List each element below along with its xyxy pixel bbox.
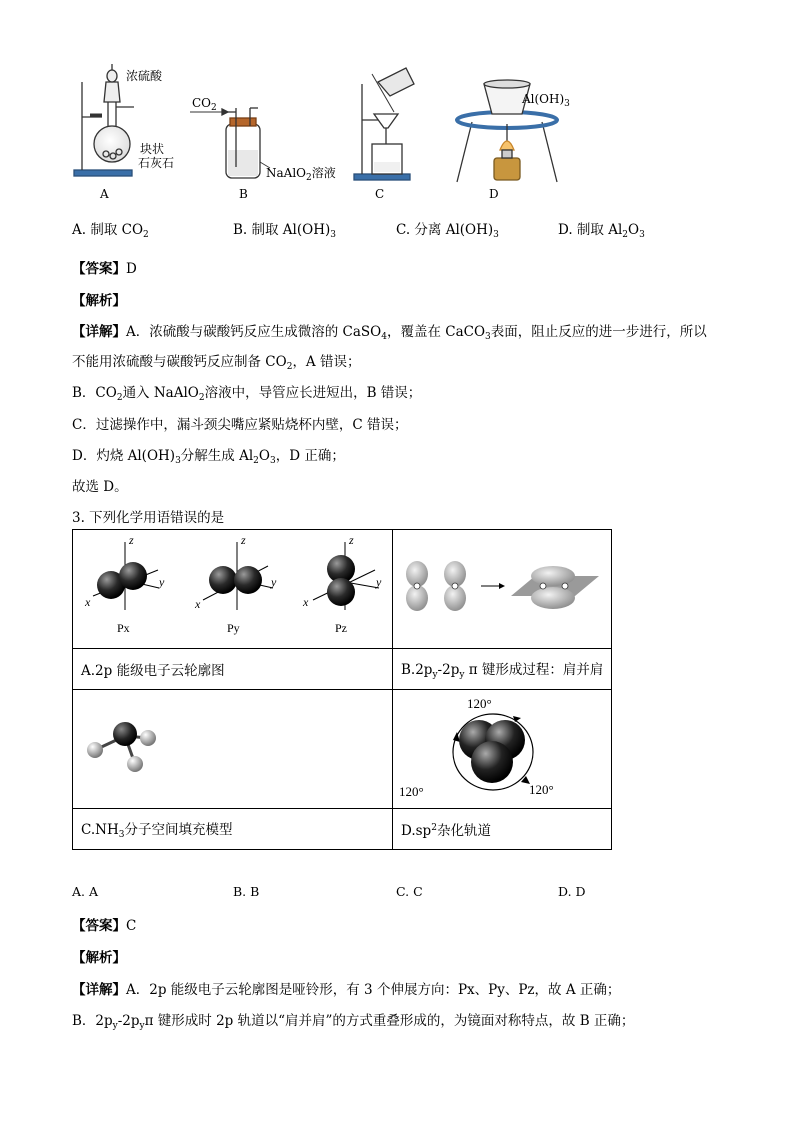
fig-c-letter: C bbox=[375, 187, 385, 201]
angle-left: 120° bbox=[399, 784, 424, 799]
fig-b-solution-label: NaAlO$_2$溶液 bbox=[266, 166, 336, 183]
detail-1-line-4: C．过滤操作中，漏斗颈尖嘴应紧贴烧杯内壁，C 错误； bbox=[72, 417, 408, 433]
figure-a-apparatus bbox=[74, 64, 134, 176]
detail-1-line-2: 不能用浓硫酸与碳酸钙反应制备 $CO_2$，A 错误； bbox=[72, 354, 361, 372]
cell-b-caption: $B.2p_y-2p_y$ π 键形成过程：肩并肩 bbox=[393, 649, 612, 690]
py-label: Py bbox=[227, 621, 240, 635]
choice-d: D. D bbox=[558, 884, 586, 899]
cell-a-caption: A.2p 能级电子云轮廓图 bbox=[73, 649, 393, 690]
answer-1: 【答案】D bbox=[72, 261, 137, 277]
cell-b-image bbox=[393, 530, 612, 649]
angle-right: 120° bbox=[529, 782, 554, 797]
pz-label: Pz bbox=[335, 621, 347, 635]
fig-a-acid-label: 浓硫酸 bbox=[126, 69, 163, 83]
option-a: A. 制取 $CO_2$ bbox=[72, 222, 149, 240]
fig-d-letter: D bbox=[489, 187, 499, 201]
py-axis-x: x bbox=[195, 597, 201, 611]
px-axis-x: x bbox=[85, 595, 91, 609]
option-c: C. 分离 $Al(OH)_3$ bbox=[396, 222, 499, 240]
cell-d-caption: $D.sp^2$杂化轨道 bbox=[393, 809, 612, 850]
px-axis-y: y bbox=[159, 575, 165, 589]
cell-c-image bbox=[73, 690, 393, 809]
detail-1-line-3: B．$CO_2$通入 NaAlO$_2$溶液中，导管应长进短出，B 错误； bbox=[72, 385, 422, 403]
fig-a-stone-label-2: 石灰石 bbox=[138, 156, 175, 170]
px-label: Px bbox=[117, 621, 130, 635]
pz-axis-x: x bbox=[303, 595, 309, 609]
pi-bond-diagram bbox=[393, 530, 611, 644]
py-axis-y: y bbox=[271, 575, 277, 589]
detail-1-line-6: 故选 D。 bbox=[72, 479, 128, 495]
fig-d-label: $Al(OH)_3$ bbox=[522, 92, 570, 109]
nh3-model bbox=[73, 690, 392, 804]
question-3: 3. 下列化学用语错误的是 bbox=[72, 510, 225, 526]
figure-c-apparatus bbox=[354, 68, 414, 180]
cell-a-image bbox=[73, 530, 393, 649]
detail-2-line-2: B．$2p_y-2p_y\pi$ 键形成时 2p 轨道以“肩并肩”的方式重叠形成的，为镜面对称特点，故 B 正确； bbox=[72, 1013, 635, 1031]
choice-b: B. B bbox=[233, 884, 260, 899]
px-axis-z: z bbox=[129, 533, 134, 547]
choice-c: C. C bbox=[396, 884, 423, 899]
cell-c-caption: $C.NH_3$分子空间填充模型 bbox=[73, 809, 393, 850]
detail-1-line-5: D．灼烧 $Al(OH)_3$分解生成 $Al_2O_3$，D 正确； bbox=[72, 448, 345, 466]
fig-b-gas-label: $CO_2$ bbox=[192, 96, 217, 113]
option-d: D. 制取 $Al_2O_3$ bbox=[558, 222, 645, 240]
fig-a-letter: A bbox=[100, 187, 109, 201]
choice-a: A. A bbox=[72, 884, 99, 899]
angle-top: 120° bbox=[467, 696, 492, 711]
question-3-table bbox=[72, 529, 612, 850]
fig-a-stone-label-1: 块状 bbox=[140, 142, 165, 156]
pz-axis-z: z bbox=[349, 533, 354, 547]
sp2-orbital-diagram bbox=[393, 690, 611, 804]
detail-2-line-1: 【详解】A．2p 能级电子云轮廓图是哑铃形，有 3 个伸展方向：Px、Py、Pz，故 A 正确； bbox=[72, 982, 621, 998]
figure-b-apparatus bbox=[190, 108, 270, 178]
fig-b-letter: B bbox=[239, 187, 248, 201]
analysis-tag-2: 【解析】 bbox=[72, 950, 126, 966]
py-axis-z: z bbox=[241, 533, 246, 547]
cell-d-image bbox=[393, 690, 612, 809]
p-orbital-diagram bbox=[73, 530, 392, 644]
option-b: B. 制取 $Al(OH)_3$ bbox=[233, 222, 336, 240]
answer-2: 【答案】C bbox=[72, 918, 137, 934]
analysis-tag-1: 【解析】 bbox=[72, 293, 126, 309]
detail-1-line-1: 【详解】A．浓硫酸与碳酸钙反应生成微溶的 CaSO$_4$，覆盖在 CaCO$_3$表面，阻止反应的进一步进行，所以 bbox=[72, 324, 707, 342]
pz-axis-y: y bbox=[376, 575, 382, 589]
